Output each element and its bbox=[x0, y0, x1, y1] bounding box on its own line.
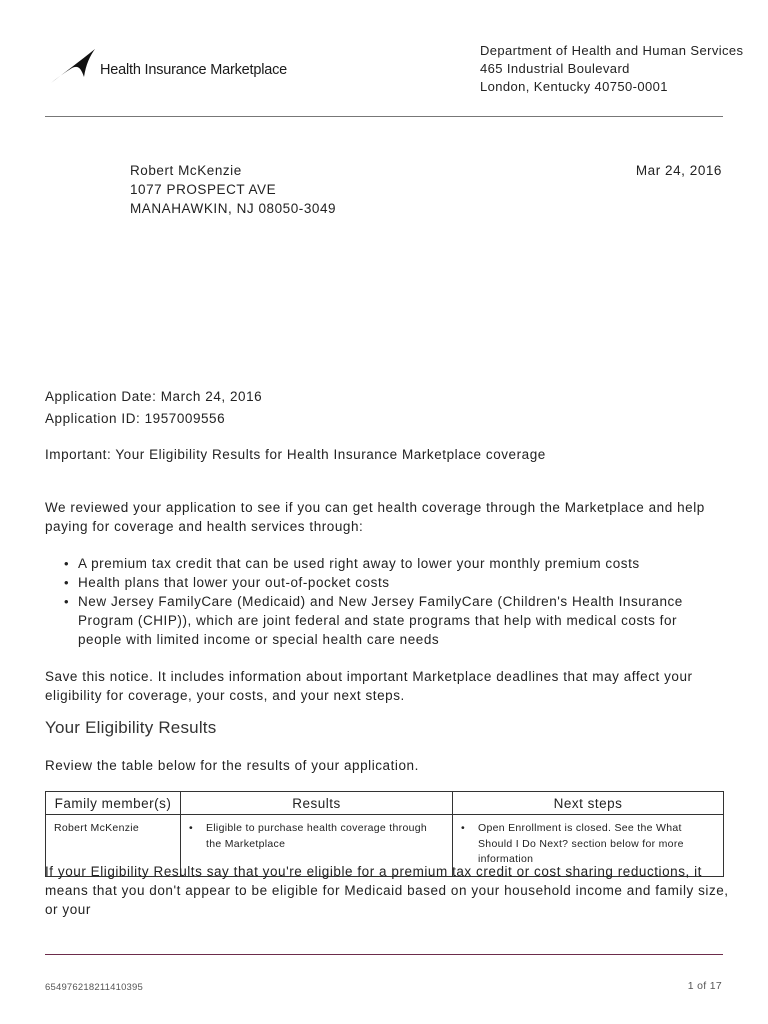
application-date: Application Date: March 24, 2016 bbox=[45, 389, 263, 404]
letter-date: Mar 24, 2016 bbox=[635, 163, 722, 178]
list-item: • New Jersey FamilyCare (Medicaid) and New Jersey FamilyCare (Children's Health Insurance Program (CHIP)), which are joint federal and state programs that help with medical costs for people with limited income or special health care needs bbox=[64, 592, 724, 649]
list-item: • A premium tax credit that can be used right away to lower your monthly premium costs bbox=[64, 554, 724, 573]
agency-address bbox=[480, 42, 743, 96]
column-header-results: Results bbox=[181, 792, 453, 815]
assistance-list bbox=[64, 554, 724, 649]
marketplace-swoosh-icon bbox=[50, 46, 100, 86]
agency-name: Department of Health and Human Services bbox=[480, 43, 744, 58]
list-item: • Health plans that lower your out-of-pocket costs bbox=[64, 573, 724, 592]
recipient-city: MANAHAWKIN, NJ 08050-3049 bbox=[130, 201, 337, 216]
table-header-row bbox=[46, 792, 724, 815]
document-barcode-number: 654976218211410395 bbox=[45, 982, 143, 993]
agency-city: London, Kentucky 40750-0001 bbox=[480, 79, 668, 94]
column-header-family-member: Family member(s) bbox=[46, 792, 181, 815]
marketplace-logo bbox=[50, 46, 310, 86]
review-instruction: Review the table below for the results of your application. bbox=[45, 758, 419, 773]
agency-street: 465 Industrial Boulevard bbox=[480, 61, 630, 76]
next-step-item: • Open Enrollment is closed. See the What Should I Do Next? section below for more information bbox=[461, 821, 715, 868]
page-number: 1 of 17 bbox=[687, 980, 722, 992]
eligibility-note-paragraph: If your Eligibility Results say that you're eligible for a premium tax credit or cost sharing reductions, it means that you don't appear to be eligible for Medicaid based on your household income and family size, or your bbox=[45, 864, 729, 917]
recipient-address bbox=[130, 161, 336, 218]
recipient-street: 1077 PROSPECT AVE bbox=[130, 182, 277, 197]
save-notice-paragraph: Save this notice. It includes information about important Marketplace deadlines that may affect your eligibility for coverage, your costs, and your next steps. bbox=[45, 669, 693, 703]
notice-subject: Important: Your Eligibility Results for Health Insurance Marketplace coverage bbox=[45, 447, 546, 462]
footer-divider bbox=[45, 954, 723, 955]
recipient-name: Robert McKenzie bbox=[130, 163, 242, 178]
application-id: Application ID: 1957009556 bbox=[45, 411, 226, 426]
section-heading: Your Eligibility Results bbox=[45, 718, 217, 737]
result-item: • Eligible to purchase health coverage through the Marketplace bbox=[189, 821, 444, 852]
intro-paragraph: We reviewed your application to see if you can get health coverage through the Marketplace and help paying for coverage and health services through: bbox=[45, 500, 705, 534]
cell-family-member: Robert McKenzie bbox=[46, 815, 181, 877]
column-header-next-steps: Next steps bbox=[453, 792, 724, 815]
application-info bbox=[45, 386, 262, 430]
header-divider bbox=[45, 116, 723, 117]
logo-text: Health Insurance Marketplace bbox=[100, 62, 288, 78]
